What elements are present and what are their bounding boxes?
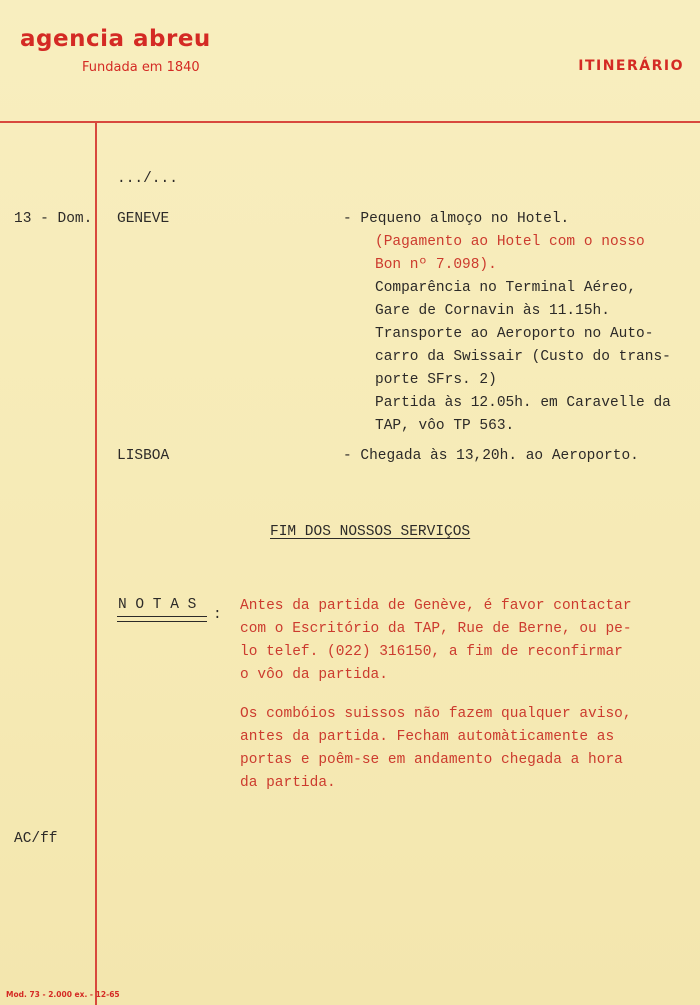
stop-city-lisboa: LISBOA [117,448,170,464]
detail-line: Gare de Cornavin às 11.15h. [375,303,610,319]
header-rule [0,121,700,123]
margin-rule [95,121,97,1005]
brand-logo: agencia abreu [20,26,211,52]
form-number: Mod. 73 - 2.000 ex. - 12-65 [6,990,120,999]
notes-line: Os combóios suissos não fazem qualquer aviso, [240,706,632,722]
notes-line: portas e poêm-se em andamento chegada a hora [240,752,623,768]
notes-line: lo telef. (022) 316150, a fim de reconfirmar [240,644,623,660]
notes-colon: : [213,607,222,623]
document-title: ITINERÁRIO [578,58,684,74]
detail-line: TAP, vôo TP 563. [375,418,515,434]
day-label: 13 - Dom. [14,211,93,227]
typist-initials: AC/ff [14,831,58,847]
founded-line: Fundada em 1840 [82,60,200,75]
detail-line: - Pequeno almoço no Hotel. [343,211,570,227]
detail-line: Bon nº 7.098). [375,257,497,273]
stop-city-geneve: GENEVE [117,211,170,227]
detail-line: carro da Swissair (Custo do trans- [375,349,671,365]
notes-label: N O T A S [118,597,197,613]
detail-line: Transporte ao Aeroporto no Auto- [375,326,654,342]
detail-line: porte SFrs. 2) [375,372,497,388]
detail-line: (Pagamento ao Hotel com o nosso [375,234,645,250]
detail-line: Comparência no Terminal Aéreo, [375,280,637,296]
detail-line: - Chegada às 13,20h. ao Aeroporto. [343,448,639,464]
notes-double-underline [117,616,207,622]
notes-line: com o Escritório da TAP, Rue de Berne, ou pe- [240,621,632,637]
detail-line: Partida às 12.05h. em Caravelle da [375,395,671,411]
continuation-mark: .../... [117,171,178,187]
notes-line: antes da partida. Fecham automàticamente as [240,729,615,745]
notes-line: o vôo da partida. [240,667,388,683]
end-heading: FIM DOS NOSSOS SERVIÇOS [270,524,471,540]
notes-line: da partida. [240,775,336,791]
notes-line: Antes da partida de Genève, é favor contactar [240,598,632,614]
